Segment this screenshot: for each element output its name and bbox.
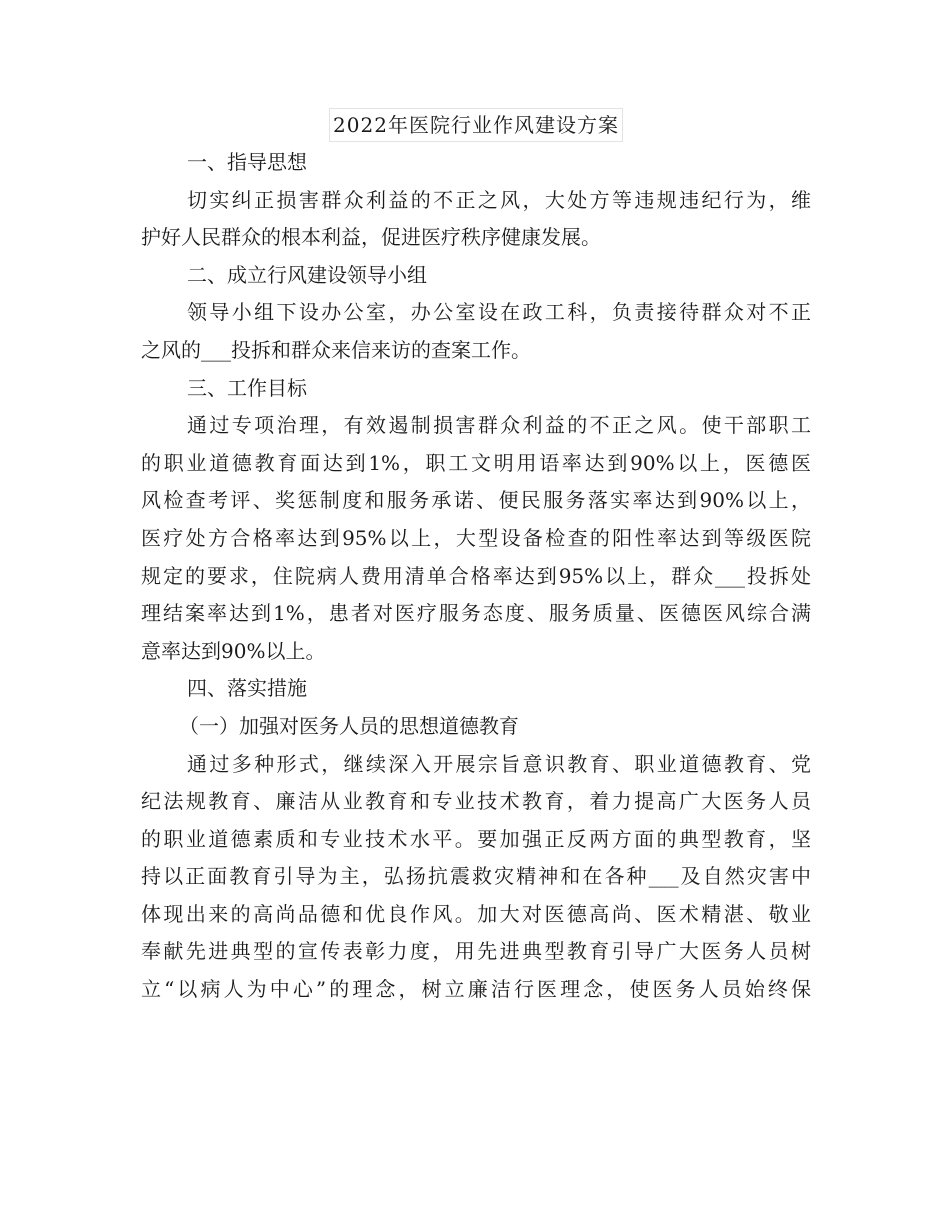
text-line: 体现出来的高尚品德和优良作风。加大对医德高尚、医术精湛、敬业 [141,901,811,926]
text-line: 四、落实措施 [187,676,307,701]
text-line: 立“以病人为中心”的理念，树立廉洁行医理念，使医务人员始终保 [141,977,811,1002]
text-line: 领导小组下设办公室，办公室设在政工科，负责接待群众对不正 [187,300,811,325]
text-line: 二、成立行风建设领导小组 [187,262,427,287]
document-page [141,108,811,1009]
text-line: 理结案率达到1%，患者对医疗服务态度、服务质量、医德医风综合满 [141,601,811,626]
text-line: 切实纠正损害群众利益的不正之风，大处方等违规违纪行为，维 [187,187,811,212]
text-line: 的职业道德教育面达到1%，职工文明用语率达到90%以上，医德医 [141,450,811,475]
text-line: 通过多种形式，继续深入开展宗旨意识教育、职业道德教育、党 [187,751,811,776]
document-body [141,144,811,1009]
text-line: 医疗处方合格率达到95%以上，大型设备检查的阳性率达到等级医院 [141,525,811,550]
text-line: 三、工作目标 [187,375,307,400]
text-line: 规定的要求，住院病人费用清单合格率达到95%以上，群众___投拆处 [141,563,811,588]
text-line: 一、指导思想 [187,150,307,174]
document-title-text: 2022年医院行业作风建设方案 [329,108,623,142]
text-line: 之风的___投拆和群众来信来访的查案工作。 [141,337,531,362]
text-line: 意率达到90%以上。 [141,638,326,663]
text-line: （一）加强对医务人员的思想道德教育 [179,713,519,738]
text-line: 持以正面教育引导为主，弘扬抗震救灾精神和在各种___及自然灾害中 [141,864,811,889]
text-line: 纪法规教育、廉洁从业教育和专业技术教育，着力提高广大医务人员 [141,789,811,814]
text-line: 风检查考评、奖惩制度和服务承诺、便民服务落实率达到90%以上， [141,488,811,513]
text-line: 的职业道德素质和专业技术水平。要加强正反两方面的典型教育，坚 [141,826,811,851]
text-line: 通过专项治理，有效遏制损害群众利益的不正之风。使干部职工 [187,413,811,438]
document-title [141,108,811,140]
text-line: 奉献先进典型的宣传表彰力度，用先进典型教育引导广大医务人员树 [141,939,811,964]
text-line: 护好人民群众的根本利益，促进医疗秩序健康发展。 [141,225,601,250]
